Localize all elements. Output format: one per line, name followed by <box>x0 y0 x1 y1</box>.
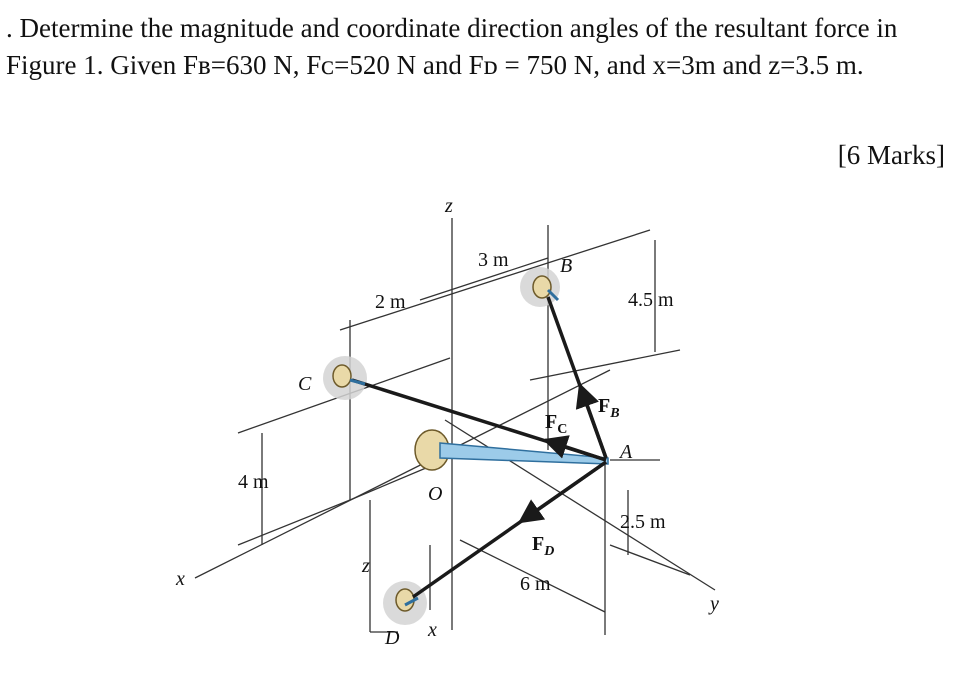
point-b-label: B <box>560 255 573 277</box>
dim-4-5m-label: 4.5 m <box>628 289 674 311</box>
dim-2m-label: 2 m <box>375 291 406 313</box>
axis-x-small-label: x <box>428 619 437 641</box>
force-b-label: $F_B$ <box>598 395 620 421</box>
dim-4m-label: 4 m <box>238 471 269 493</box>
axis-z-label: z <box>445 195 453 217</box>
point-o-label: O <box>428 483 443 505</box>
marks-label: [6 Marks] <box>837 140 945 170</box>
force-d-label: $F_D$ <box>532 533 555 559</box>
anchor-b <box>533 276 551 298</box>
point-a-label: A <box>620 441 633 463</box>
axis-x-label: x <box>176 568 185 590</box>
frame-lines <box>195 218 715 635</box>
point-d-label: D <box>385 627 400 649</box>
dim-3m-label: 3 m <box>478 249 509 271</box>
anchor-c <box>333 365 351 387</box>
question-text: . Determine the magnitude and coordinate direction angles of the resultant force in Figure 1. Given Fʙ=630 N, Fᴄ=520 N and Fᴅ = 750 N, and x=3m and z=3.5 m. <box>6 13 898 80</box>
dim-2-5m-label: 2.5 m <box>620 511 666 533</box>
y-axis-line <box>445 420 715 590</box>
dim-6m-label: 6 m <box>520 573 551 595</box>
point-c-label: C <box>298 373 312 395</box>
axis-y-label: y <box>710 593 719 615</box>
force-c-label: $F_C$ <box>545 411 568 437</box>
axis-z-small-label: z <box>362 555 370 577</box>
